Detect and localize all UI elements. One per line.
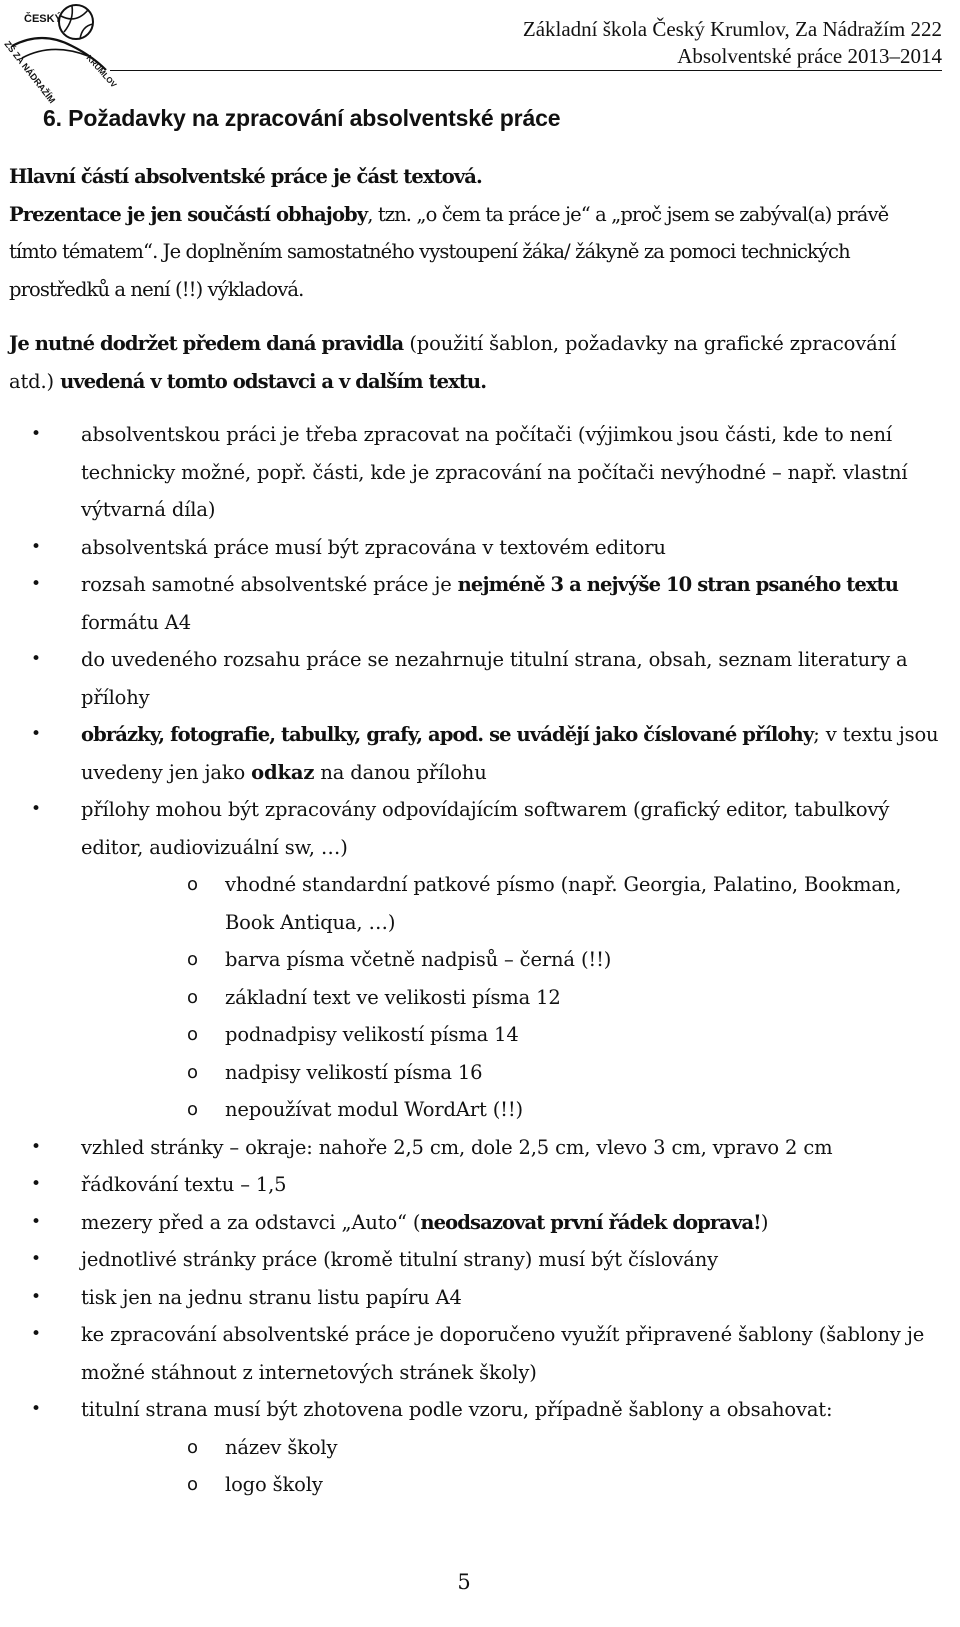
item-text: mezery před a za odstavci „Auto“ (	[81, 1210, 421, 1234]
school-logo	[2, 0, 119, 106]
logo-text-top: ČESKÝ	[24, 13, 62, 25]
list-item: • absolventskou práci je třeba zpracovat na počítači (výjimkou jsou části, kde to není technicky možné, popř. části, kde je zpracování na počítači nevýhodné – např. vlastní výtvarná díla)	[9, 416, 939, 529]
document-header	[523, 16, 942, 70]
list-item	[9, 716, 939, 791]
sublist-item: o podnadpisy velikostí písma 14	[81, 1016, 939, 1054]
section-title: 6. Požadavky na zpracování absolventské práce	[43, 105, 561, 131]
list-item	[9, 1391, 939, 1504]
header-divider	[110, 70, 942, 71]
list-item: • do uvedeného rozsahu práce se nezahrnuje titulní strana, obsah, seznam literatury a přílohy	[9, 641, 939, 716]
list-item	[9, 566, 939, 641]
list-item: • absolventská práce musí být zpracována v textovém editoru	[9, 529, 939, 567]
list-item: • řádkování textu – 1,5	[9, 1166, 939, 1204]
list-item	[9, 1204, 939, 1242]
sublist-item: o logo školy	[81, 1466, 939, 1504]
sublist-item: o základní text ve velikosti písma 12	[81, 979, 939, 1017]
logo-text-right: KRUMLOV	[84, 53, 119, 90]
list-item: • vzhled stránky – okraje: nahoře 2,5 cm, dole 2,5 cm, vlevo 3 cm, vpravo 2 cm	[9, 1129, 939, 1167]
sublist-item: o nepoužívat modul WordArt (!!)	[81, 1091, 939, 1129]
volleyball-icon	[59, 5, 93, 39]
page-body	[9, 98, 939, 1504]
list-item: • jednotlivé stránky práce (kromě titulní strany) musí být číslovány	[9, 1241, 939, 1279]
title-page-sublist	[81, 1429, 939, 1504]
sublist-item: o název školy	[81, 1429, 939, 1467]
item-bold: odkaz	[251, 760, 315, 784]
item-bold: neodsazovat první řádek doprava!	[420, 1210, 761, 1234]
list-item: • tisk jen na jednu stranu listu papíru A4	[9, 1279, 939, 1317]
sublist-item: o nadpisy velikostí písma 16	[81, 1054, 939, 1092]
item-text: rozsah samotné absolventské práce je	[81, 573, 458, 596]
item-bold: obrázky, fotografie, tabulky, grafy, apod. se uvádějí jako číslované přílohy	[81, 723, 814, 746]
sublist-item: o vhodné standardní patkové písmo (např. Georgia, Palatino, Bookman, Book Antiqua, …)	[81, 866, 939, 941]
sublist-item: o barva písma včetně nadpisů – černá (!!)	[81, 941, 939, 979]
item-bold: nejméně 3 a nejvýše 10 stran psaného textu	[457, 573, 898, 596]
software-sublist	[81, 866, 939, 1129]
item-text: formátu A4	[81, 610, 191, 634]
rules-bold-2: uvedená v tomto odstavci a v dalším textu.	[60, 369, 487, 393]
paragraph-main-part: Hlavní částí absolventské práce je část textová.	[9, 165, 482, 188]
list-item: • ke zpracování absolventské práce je doporučeno využít připravené šablony (šablony je možné stáhnout z internetových stránek školy)	[9, 1316, 939, 1391]
item-text: titulní strana musí být zhotovena podle vzoru, případně šablony a obsahovat:	[81, 1398, 833, 1421]
year-line: Absolventské práce 2013–2014	[677, 44, 942, 68]
rules-text: (použití šablon, požadavky na grafické zpracování atd.)	[9, 332, 897, 393]
list-item	[9, 791, 939, 1129]
item-text: přílohy mohou být zpracovány odpovídajícím softwarem (grafický editor, tabulkový editor, audiovizuální sw, …)	[81, 798, 890, 859]
item-text: na danou přílohu	[314, 760, 487, 784]
logo-text-left: ZŠ ZA NÁDRAŽÍM	[2, 39, 58, 106]
page-number: 5	[457, 1570, 471, 1594]
presentation-bold: Prezentace je jen součástí obhajoby	[9, 202, 368, 226]
school-name: Základní škola Český Krumlov, Za Nádražím 222	[522, 17, 942, 41]
item-text: )	[760, 1210, 769, 1234]
paragraph-presentation	[9, 196, 939, 309]
rules-bold-1: Je nutné dodržet předem daná pravidla	[9, 332, 404, 355]
item-text: ; v textu jsou uvedeny jen jako	[81, 723, 939, 784]
presentation-text: , tzn. „o čem ta práce je“ a „proč jsem se zabýval(a) právě tímto tématem“. Je doplněním samostatného vystoupení žáka/ žákyně za pomoci technických prostředků a není (!!) výkladová.	[9, 202, 889, 301]
requirements-list	[9, 416, 939, 1504]
paragraph-rules	[9, 325, 939, 400]
